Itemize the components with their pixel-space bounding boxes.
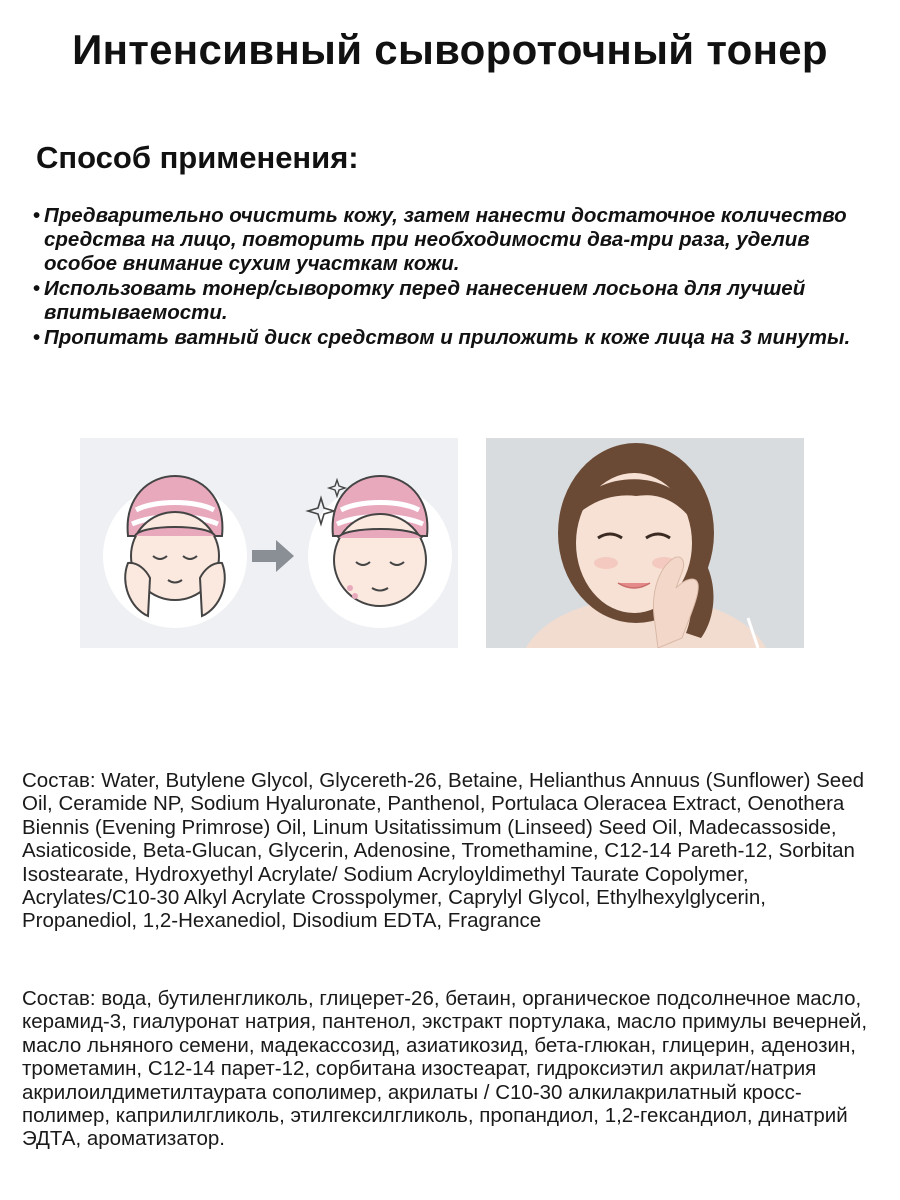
usage-step: [33, 277, 888, 325]
bullet-icon: •: [33, 204, 41, 227]
composition-ru: Состав: вода, бутиленгликоль, глицерет-26, бетаин, органическое подсолнечное масло, керамид-3, гиалуронат натрия, пантенол, экстракт портулака, масло примулы вечерней, масло льняного семени, мадекассозид, азиатикозид, бета-глюкан, глицерин, аденозин, трометамин, C12-14 парет-12, сорбитана изостеарат, гидроксиэтил акрилат/натрия акрилоилдиметилтаурата сополимер, акрилаты / C10-30 алкилакрилатный кросс-полимер, каприлилгликоль, этилгексилгликоль, пропандиол, 1,2-гександиол, динатрий ЭДТА, ароматизатор.: [22, 987, 868, 1151]
woman-applying-toner-photo: [486, 438, 804, 648]
page-title: Интенсивный сывороточный тонер: [72, 26, 828, 73]
usage-step: [33, 326, 888, 350]
face-care-steps-icon: [80, 438, 458, 648]
usage-step: [33, 204, 888, 276]
bullet-icon: •: [33, 277, 41, 300]
face-care-steps-illustration: [80, 438, 458, 648]
usage-steps-list: [33, 204, 888, 351]
bullet-icon: •: [33, 326, 41, 349]
composition-en: Состав: Water, Butylene Glycol, Glycereth-26, Betaine, Helianthus Annuus (Sunflower) Seed Oil, Ceramide NP, Sodium Hyaluronate, Panthenol, Portulaca Oleracea Extract, Oenothera Biennis (Evening Primrose) Oil, Linum Usitatissimum (Linseed) Seed Oil, Madecassoside, Asiaticoside, Beta-Glucan, Glycerin, Adenosine, Tromethamine, C12-14 Pareth-12, Sorbitan Isostearate, Hydroxyethyl Acrylate/ Sodium Acryloyldimethyl Taurate Copolymer, Acrylates/C10-30 Alkyl Acrylate Crosspolymer, Caprylyl Glycol, Ethylhexylglycerin, Propanediol, 1,2-Hexanediol, Disodium EDTA, Fragrance: [22, 769, 864, 933]
usage-step-text: Предварительно очистить кожу, затем нанести достаточное количество средства на лицо, повторить при необходимости два-три раза, уделив особое внимание сухим участкам кожи.: [44, 204, 847, 275]
usage-step-text: Пропитать ватный диск средством и приложить к коже лица на 3 минуты.: [44, 326, 851, 349]
woman-photo-icon: [486, 438, 804, 648]
usage-heading: Способ применения:: [36, 140, 359, 175]
usage-step-text: Использовать тонер/сыворотку перед нанесением лосьона для лучшей впитываемости.: [44, 277, 806, 324]
